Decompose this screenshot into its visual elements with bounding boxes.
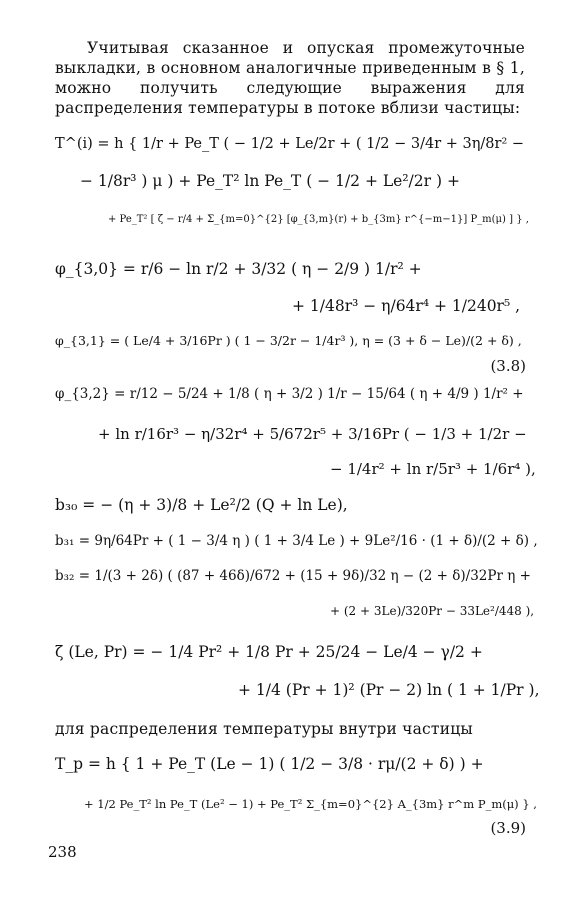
equation-line: + (2 + 3Le)/320Pr − 33Le²/448 ),	[330, 604, 535, 618]
equation-line: + 1/48r³ − η/64r⁴ + 1/240r⁵ ,	[292, 297, 521, 315]
equation-line: b₃₀ = − (η + 3)/8 + Le²/2 (Q + ln Le),	[55, 496, 348, 514]
page-number: 238	[48, 843, 77, 861]
equation-line: + 1/4 (Pr + 1)² (Pr − 2) ln ( 1 + 1/Pr ),	[238, 681, 540, 699]
equation-line: + 1/2 Pe_T² ln Pe_T (Le² − 1) + Pe_T² Σ_{m=0}^{2} A_{3m} r^m P_m(μ) } ,	[84, 797, 537, 811]
equation-line: T^(i) = h { 1/r + Pe_T ( − 1/2 + Le/2r + ( 1/2 − 3/4r + 3η/8r² −	[55, 136, 525, 152]
equation-number: (3.8)	[490, 357, 526, 375]
equation-line: − 1/8r³ ) μ ) + Pe_T² ln Pe_T ( − 1/2 + Le²/2r ) +	[80, 172, 460, 190]
equation-number: (3.9)	[490, 819, 526, 837]
equation-line: + Pe_T² [ ζ − r/4 + Σ_{m=0}^{2} [φ_{3,m}(r) + b_{3m} r^{−m−1}] P_m(μ) ] } ,	[108, 214, 529, 225]
equation-line: φ_{3,1} = ( Le/4 + 3/16Pr ) ( 1 − 3/2r − 1/4r³ ), η = (3 + δ − Le)/(2 + δ) ,	[55, 333, 522, 348]
equation-line: + ln r/16r³ − η/32r⁴ + 5/672r⁵ + 3/16Pr ( − 1/3 + 1/2r −	[98, 425, 527, 443]
equation-line: φ_{3,2} = r/12 − 5/24 + 1/8 ( η + 3/2 ) 1/r − 15/64 ( η + 4/9 ) 1/r² +	[55, 386, 524, 402]
equation-line: b₃₂ = 1/(3 + 2δ) ( (87 + 46δ)/672 + (15 + 9δ)/32 η − (2 + δ)/32Pr η +	[55, 568, 531, 584]
equation-line: − 1/4r² + ln r/5r³ + 1/6r⁴ ),	[330, 460, 536, 478]
intro-text: Учитывая сказанное и опуская промежуточные выкладки, в основном аналогичные приведенным в § 1, можно получить следующие выражения для распределения температуры в потоке вблизи частицы:	[55, 39, 525, 117]
middle-text: для распределения температуры внутри частицы	[55, 720, 473, 738]
equation-line: b₃₁ = 9η/64Pr + ( 1 − 3/4 η ) ( 1 + 3/4 Le ) + 9Le²/16 · (1 + δ)/(2 + δ) ,	[55, 533, 538, 549]
equation-line: ζ (Le, Pr) = − 1/4 Pr² + 1/8 Pr + 25/24 − Le/4 − γ/2 +	[55, 643, 483, 661]
equation-line: φ_{3,0} = r/6 − ln r/2 + 3/32 ( η − 2/9 ) 1/r² +	[55, 260, 422, 278]
intro-paragraph	[55, 38, 525, 118]
equation-line: T_p = h { 1 + Pe_T (Le − 1) ( 1/2 − 3/8 · rμ/(2 + δ) ) +	[55, 755, 484, 773]
